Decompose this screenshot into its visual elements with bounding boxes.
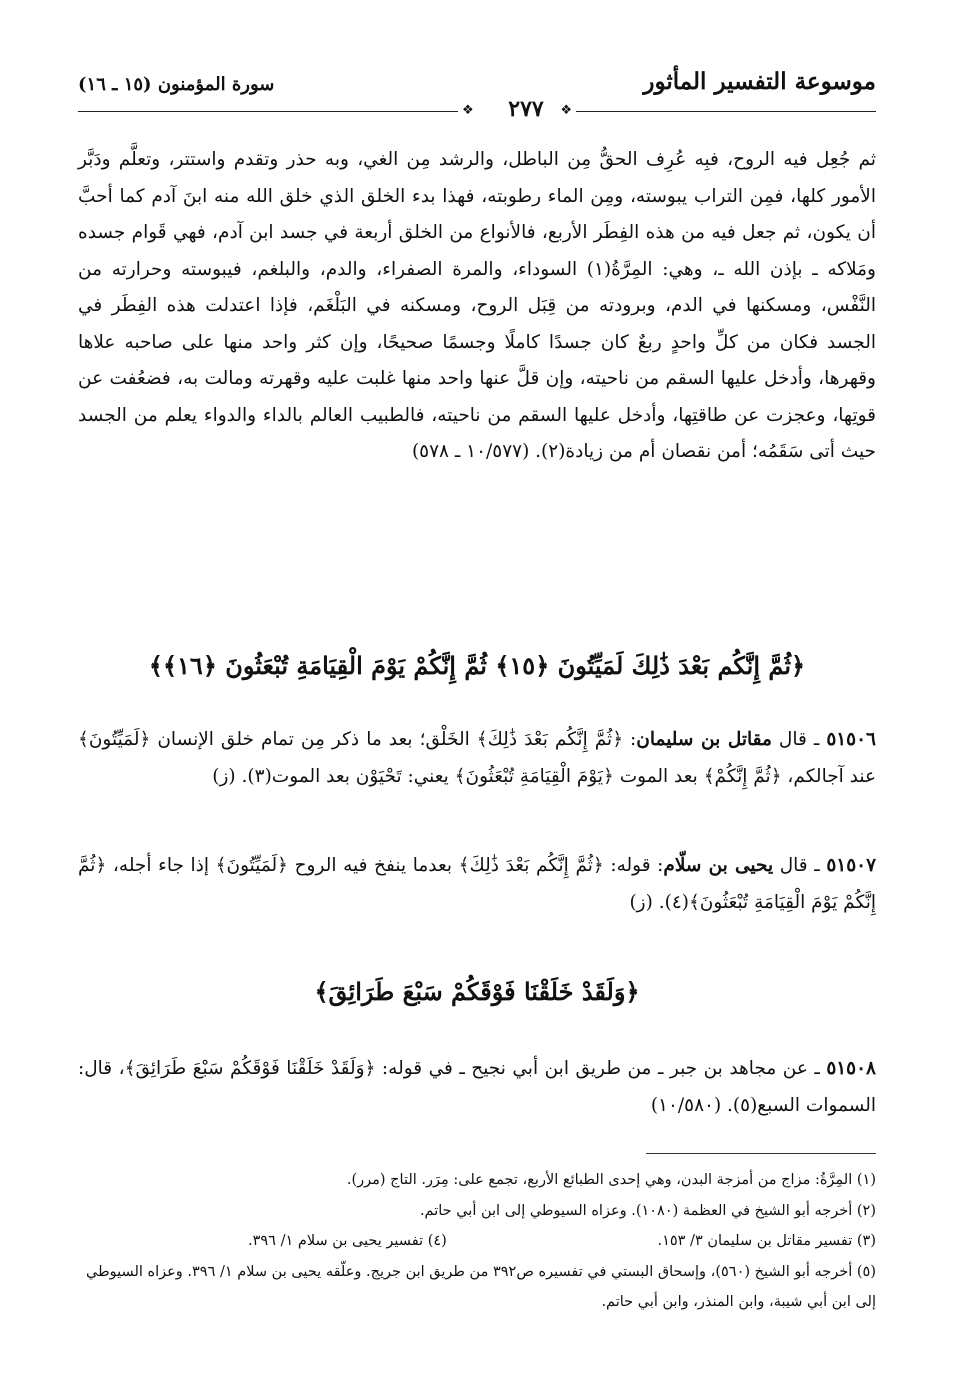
entry-number: ٥١٥٠٦ (826, 729, 876, 750)
footnote: (٤) تفسير يحيى بن سلام ١/ ٣٩٦. (248, 1233, 447, 1249)
entry-intro: ـ قال (773, 855, 827, 876)
header-rule-right (576, 111, 876, 112)
tafsir-entry (78, 722, 876, 795)
entry-intro: ـ عن (776, 1058, 827, 1079)
quran-verse-heading: ﴿ثُمَّ إِنَّكُم بَعْدَ ذَٰلِكَ لَمَيِّتُونَ ﴿١٥﴾ ثُمَّ إِنَّكُمْ يَوْمَ الْقِيَامَةِ تُبْعَثُونَ ﴿١٦﴾﴾ (148, 651, 806, 680)
page-header (78, 66, 876, 126)
tafsir-entry (78, 848, 876, 921)
ornament-icon: ❖ (462, 103, 474, 118)
header-rule-left (78, 111, 458, 112)
ornament-icon: ❖ (560, 103, 572, 118)
entry-text: : ﴿ثُمَّ إِنَّكُم بَعْدَ ذَٰلِكَ﴾ الخَلْق؛ بعد ما ذكر مِن تمام خلق الإنسان ﴿لَمَيِّتُونَ﴾ عند آجالكم، ﴿ثُمَّ إِنَّكُمْ﴾ بعد الموت ﴿يَوْمَ الْقِيَامَةِ تُبْعَثُونَ﴾ يعني: تَحْيَوْن بعد الموت(٣). (ز) (78, 729, 876, 787)
footnote: (٢) أخرجه أبو الشيخ في العظمة (١٠٨٠). وعزاه السيوطي إلى ابن أبي حاتم. (419, 1202, 876, 1219)
footnote: (٣) تفسير مقاتل بن سليمان ٣/ ١٥٣. (657, 1233, 876, 1249)
page-number: ٢٧٧ (508, 96, 544, 122)
tafsir-entry (78, 1051, 876, 1124)
entry-intro: ـ قال (771, 729, 827, 750)
entry-speaker: يحيى بن سلّام (663, 855, 774, 876)
footnote-separator (646, 1153, 876, 1154)
book-title: موسوعة التفسير المأثور (643, 68, 876, 95)
entry-speaker: مقاتل بن سليمان (636, 729, 772, 750)
footnotes (78, 1165, 876, 1318)
quran-verse-heading: ﴿وَلَقَدْ خَلَقْنَا فَوْقَكُمْ سَبْعَ طَرَائِقَ﴾ (314, 977, 640, 1006)
passage-paragraph: ثم جُعِل فيه الروح، فبِه عُرِف الحقُّ مِن الباطل، والرشد مِن الغي، وبه حذر وتقدم واستتر، وتعلَّم ودَبَّر الأمور كلها، فمِن التراب يبوسته، ومِن الماء رطوبته، فهذا بدء الخلق الذي خلق الله منه ابنَ آدم كما أحبَّ أن يكون، ثم جعل فيه من هذه الفِطَر الأربع، فالأنواع من الخلق أربعة في جسد ابن آدم، فهي قَوام جسده ومَلاكه ـ بإذن الله ـ، وهي: المِرَّةُ(١) السوداء، والمرة الصفراء، والدم، والبلغم، فيبوسته وحرارته من النَّفْس، ومسكنها في الدم، وبرودته من قِبَل الروح، ومسكنه في البَلْغَم، فإذا اعتدلت هذه الفِطَر في الجسد فكان من كلِّ واحدٍ ربعٌ كان جسدًا كاملًا وجسمًا صحيحًا، وإن كثر واحد منها على صاحبه علاها وقهرها، وأدخل عليها السقم من ناحيته، وإن قلَّ عنها واحد منها غلبت عليه وقهرته ومالت به، فضعُفت عن قوتِها، وعجزت عن طاقتِها، وأدخل عليها السقم من ناحيته، فالطبيب العالم بالداء والدواء يعلم من الجسد حيث أتى سَقَمُه؛ أمن نقصان أم من زيادة(٢). (١٠/٥٧٧ ـ ٥٧٨) (78, 149, 876, 462)
footnote-row (78, 1226, 876, 1257)
entry-text: مجاهد بن جبر ـ من طريق ابن أبي نجيح ـ في قوله: ﴿وَلَقَدْ خَلَقْنَا فَوْقَكُمْ سَبْعَ طَرَائِقَ﴾، قال: السموات السبع(٥). (١٠/٥٨٠) (78, 1058, 876, 1116)
footnote: (١) المِرَّةُ: مزاج من أمزجة البدن، وهي إحدى الطبائع الأربع، تجمع على: مِرَر. التاج (مرر). (346, 1172, 876, 1188)
footnote: (٥) أخرجه أبو الشيخ (٥٦٠)، وإسحاق البستي في تفسيره ص٣٩٢ من طريق ابن جريج. وعلّقه يحيى بن سلام ١/ ٣٩٦. وعزاه السيوطي إلى ابن أبي شيبة، وابن المنذر، وابن أبي حاتم. (86, 1263, 876, 1310)
entry-text: : قوله: ﴿ثُمَّ إِنَّكُم بَعْدَ ذَٰلِكَ﴾ بعدما ينفخ فيه الروح ﴿لَمَيِّتُونَ﴾ إذا جاء أجله، ﴿ثُمَّ إِنَّكُمْ يَوْمَ الْقِيَامَةِ تُبْعَثُونَ﴾(٤). (ز) (78, 855, 876, 913)
entry-number: ٥١٥٠٨ (826, 1058, 876, 1079)
entry-number: ٥١٥٠٧ (826, 855, 877, 876)
surah-reference: سورة المؤمنون (١٥ ـ ١٦) (78, 74, 275, 95)
